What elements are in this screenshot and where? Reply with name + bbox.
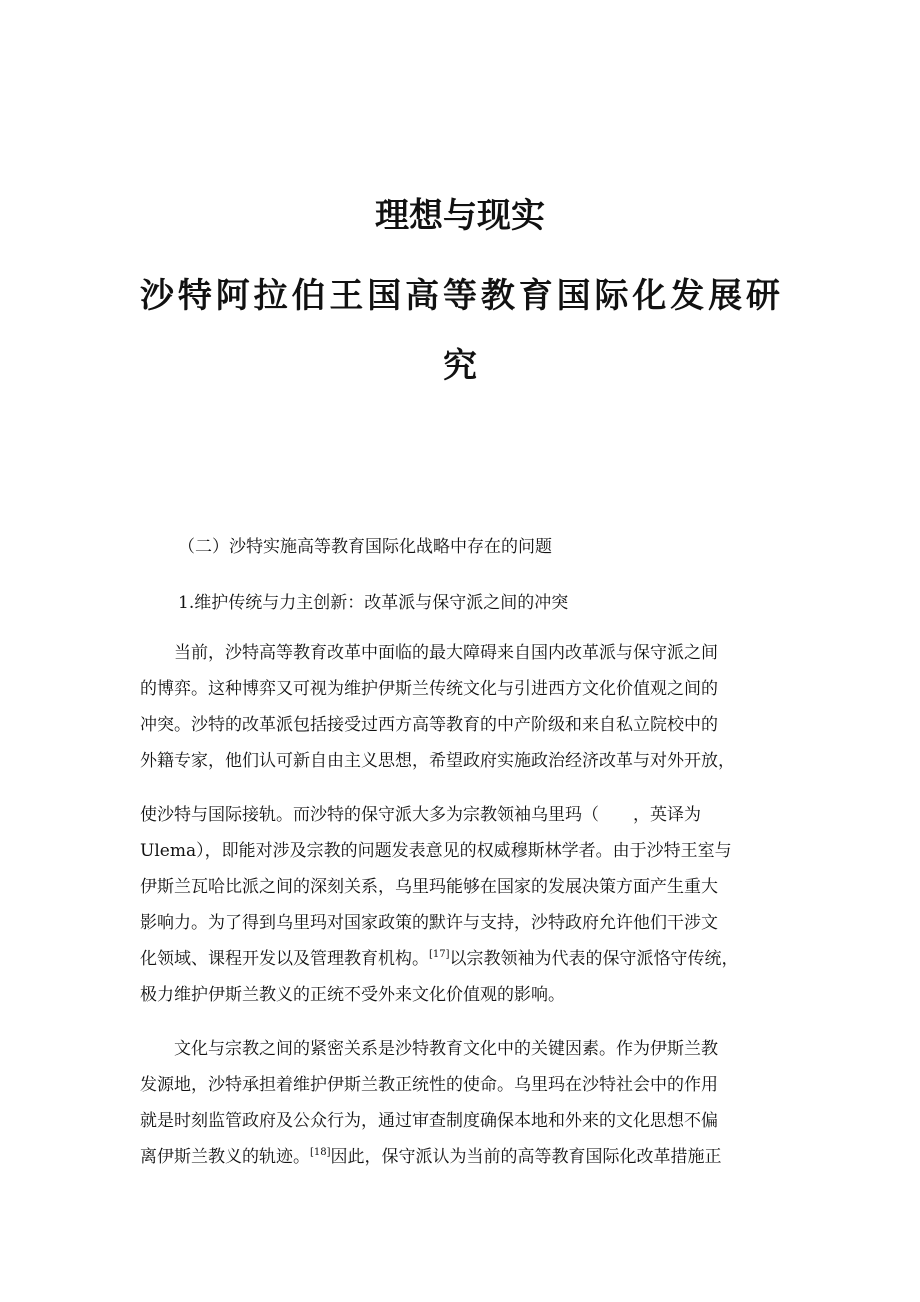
paragraph-2-line (140, 1144, 780, 1170)
section-subheading: 1.维护传统与力主创新：改革派与保守派之间的冲突 (178, 593, 569, 613)
paragraph-1-line: 外籍专家，他们认可新自由主义思想，希望政府实施政治经济改革与对外开放， (140, 751, 735, 771)
section-heading: （二）沙特实施高等教育国际化战略中存在的问题 (178, 537, 552, 557)
title-line-1: 理想与现实 (375, 196, 545, 236)
paragraph-1-text: 以宗教领袖为代表的保守派恪守传统， (449, 949, 739, 969)
paragraph-1-line: 极力维护伊斯兰教义的正统不受外来文化价值观的影响。 (140, 985, 565, 1005)
paragraph-1-line: 冲突。沙特的改革派包括接受过西方高等教育的中产阶级和来自私立院校中的 (140, 715, 718, 735)
paragraph-2-text: 因此，保守派认为当前的高等教育国际化改革措施正 (330, 1147, 722, 1167)
paragraph-1-text: 化领域、课程开发以及管理教育机构。 (140, 949, 429, 969)
paragraph-2-line: 就是时刻监管政府及公众行为，通过审查制度确保本地和外来的文化思想不偏 (140, 1111, 718, 1131)
paragraph-1-line: Ulema），即能对涉及宗教的问题发表意见的权威穆斯林学者。由于沙特王室与 (140, 841, 732, 861)
citation-ref-17: [17] (429, 949, 450, 960)
title-line-2: 沙特阿拉伯王国高等教育国际化发展研 (140, 276, 780, 316)
paragraph-1-line: 使沙特与国际接轨。而沙特的保守派大多为宗教领袖乌里玛（ ，英译为 (140, 805, 701, 825)
title-line-3: 究 (443, 346, 477, 386)
paragraph-1-line: 伊斯兰瓦哈比派之间的深刻关系，乌里玛能够在国家的发展决策方面产生重大 (140, 877, 718, 897)
paragraph-1-line: 影响力。为了得到乌里玛对国家政策的默许与支持，沙特政府允许他们干涉文 (140, 913, 718, 933)
paragraph-1-line: 当前，沙特高等教育改革中面临的最大障碍来自国内改革派与保守派之间 (140, 643, 718, 663)
paragraph-1-line: 的博弈。这种博弈又可视为维护伊斯兰传统文化与引进西方文化价值观之间的 (140, 679, 718, 699)
paragraph-1-line (140, 946, 780, 972)
paragraph-2-text: 离伊斯兰教义的轨迹。 (140, 1147, 310, 1167)
paragraph-2-line: 发源地，沙特承担着维护伊斯兰教正统性的使命。乌里玛在沙特社会中的作用 (140, 1075, 718, 1095)
citation-ref-18: [18] (310, 1147, 331, 1158)
paragraph-2-line: 文化与宗教之间的紧密关系是沙特教育文化中的关键因素。作为伊斯兰教 (140, 1039, 718, 1059)
